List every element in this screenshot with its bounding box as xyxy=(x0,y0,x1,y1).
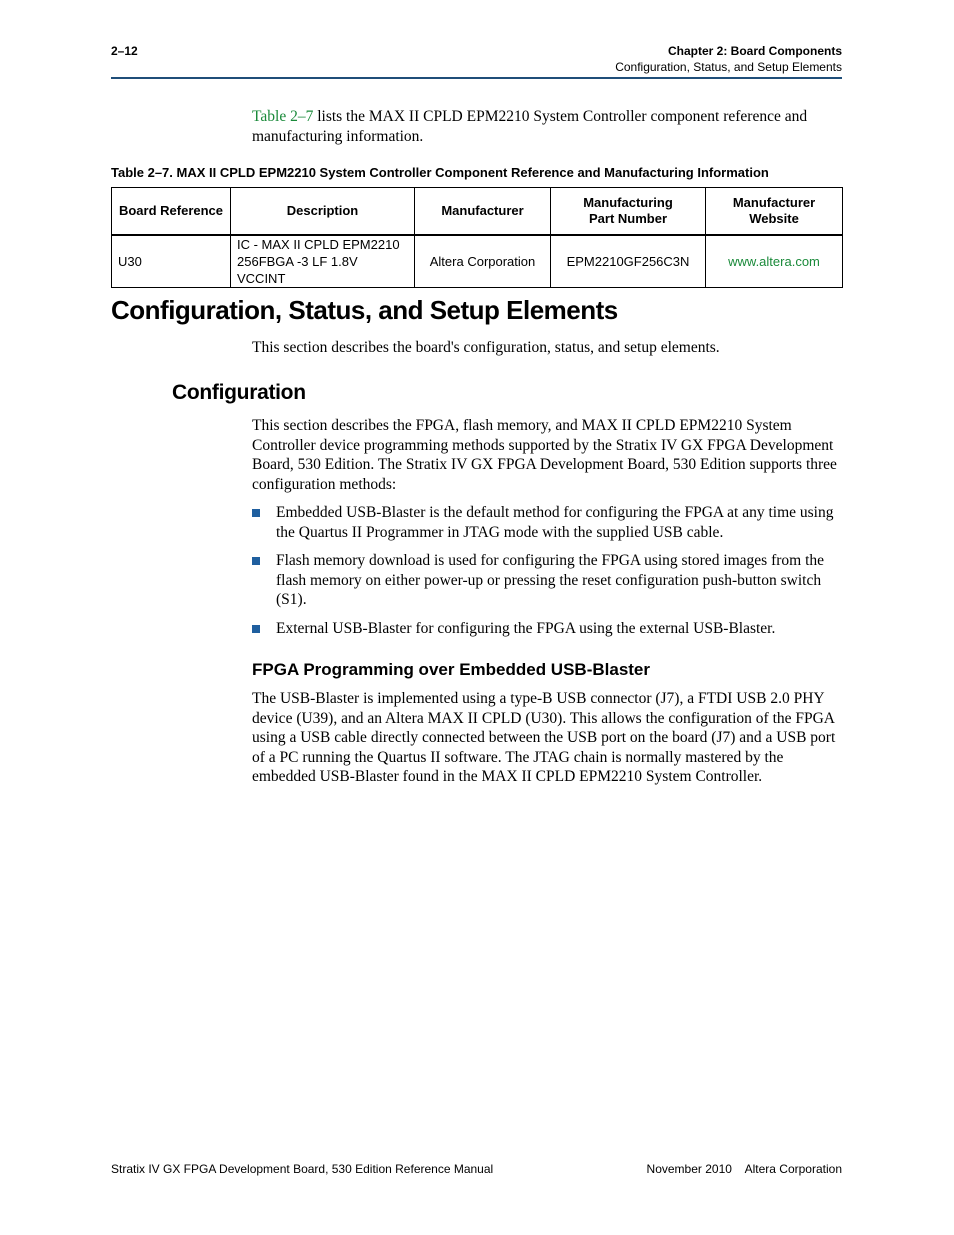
intro-paragraph xyxy=(252,107,842,146)
cell-manufacturer: Altera Corporation xyxy=(415,235,551,288)
cell-website xyxy=(706,235,843,288)
list-item xyxy=(252,551,844,610)
cell-description-line2: 256FBGA -3 LF 1.8V VCCINT xyxy=(237,254,358,286)
section-heading: Configuration, Status, and Setup Elements xyxy=(111,295,618,325)
footer-date-company: November 2010 Altera Corporation xyxy=(646,1162,842,1176)
table-row xyxy=(112,235,843,288)
list-item xyxy=(252,619,844,639)
table-header-row xyxy=(112,188,843,236)
bullet-square-icon xyxy=(252,509,260,517)
bullet-square-icon xyxy=(252,557,260,565)
col-part-number-line1: Manufacturing xyxy=(583,195,673,210)
col-part-number xyxy=(551,188,706,236)
col-description: Description xyxy=(231,188,415,236)
footer-manual-title: Stratix IV GX FPGA Development Board, 530 Edition Reference Manual xyxy=(111,1162,494,1176)
configuration-methods-list xyxy=(252,503,844,648)
intro-text: lists the MAX II CPLD EPM2210 System Controller component reference and manufacturing information. xyxy=(252,108,808,145)
list-item-text: Embedded USB-Blaster is the default method for configuring the FPGA at any time using the Quartus II Programmer in JTAG mode with the supplied USB cable. xyxy=(276,504,834,541)
usb-blaster-paragraph: The USB-Blaster is implemented using a type-B USB connector (J7), a FTDI USB 2.0 PHY device (U39), and an Altera MAX II CPLD (U30). This allows the configuration of the FPGA using a USB cable directly connected between the USB port on the board (J7) and a USB port of a PC running the Quartus II software. The JTAG chain is normally mastered by the embedded USB-Blaster found in the MAX II CPLD EPM2210 System Controller. xyxy=(252,690,836,786)
list-item xyxy=(252,503,844,542)
cell-description xyxy=(231,235,415,288)
section-intro: This section describes the board's configuration, status, and setup elements. xyxy=(252,339,720,356)
component-table xyxy=(111,187,843,288)
website-link[interactable]: www.altera.com xyxy=(728,254,820,269)
list-item-text: External USB-Blaster for configuring the FPGA using the external USB-Blaster. xyxy=(276,619,776,637)
section-title: Configuration, Status, and Setup Elements xyxy=(615,60,842,74)
cell-description-line1: IC - MAX II CPLD EPM2210 xyxy=(237,237,400,252)
running-header xyxy=(615,43,842,75)
col-website-line2: Website xyxy=(749,211,799,226)
col-part-number-line2: Part Number xyxy=(588,211,668,226)
list-item-text: Flash memory download is used for configuring the FPGA using stored images from the flash memory on either power-up or pressing the reset configuration push-button switch (S1). xyxy=(276,552,825,609)
col-board-reference: Board Reference xyxy=(112,188,231,236)
table-reference-link[interactable]: Table 2–7 xyxy=(252,108,314,125)
cell-part-number: EPM2210GF256C3N xyxy=(551,235,706,288)
header-rule xyxy=(111,77,842,79)
col-website-line1: Manufacturer xyxy=(732,195,816,210)
page-number: 2–12 xyxy=(111,44,138,58)
configuration-paragraph: This section describes the FPGA, flash memory, and MAX II CPLD EPM2210 System Controller device programming methods supported by the Stratix IV GX FPGA Development Board, 530 Edition. The Stratix IV GX FPGA Development Board, 530 Edition supports three configuration methods: xyxy=(252,417,837,493)
table-title: Table 2–7. MAX II CPLD EPM2210 System Controller Component Reference and Manufacturing Information xyxy=(111,165,769,180)
cell-board-reference: U30 xyxy=(112,235,231,288)
bullet-square-icon xyxy=(252,625,260,633)
usb-blaster-heading: FPGA Programming over Embedded USB-Blaster xyxy=(252,660,651,679)
col-manufacturer: Manufacturer xyxy=(415,188,551,236)
configuration-heading: Configuration xyxy=(172,381,306,404)
col-website xyxy=(706,188,843,236)
chapter-title: Chapter 2: Board Components xyxy=(667,44,842,58)
